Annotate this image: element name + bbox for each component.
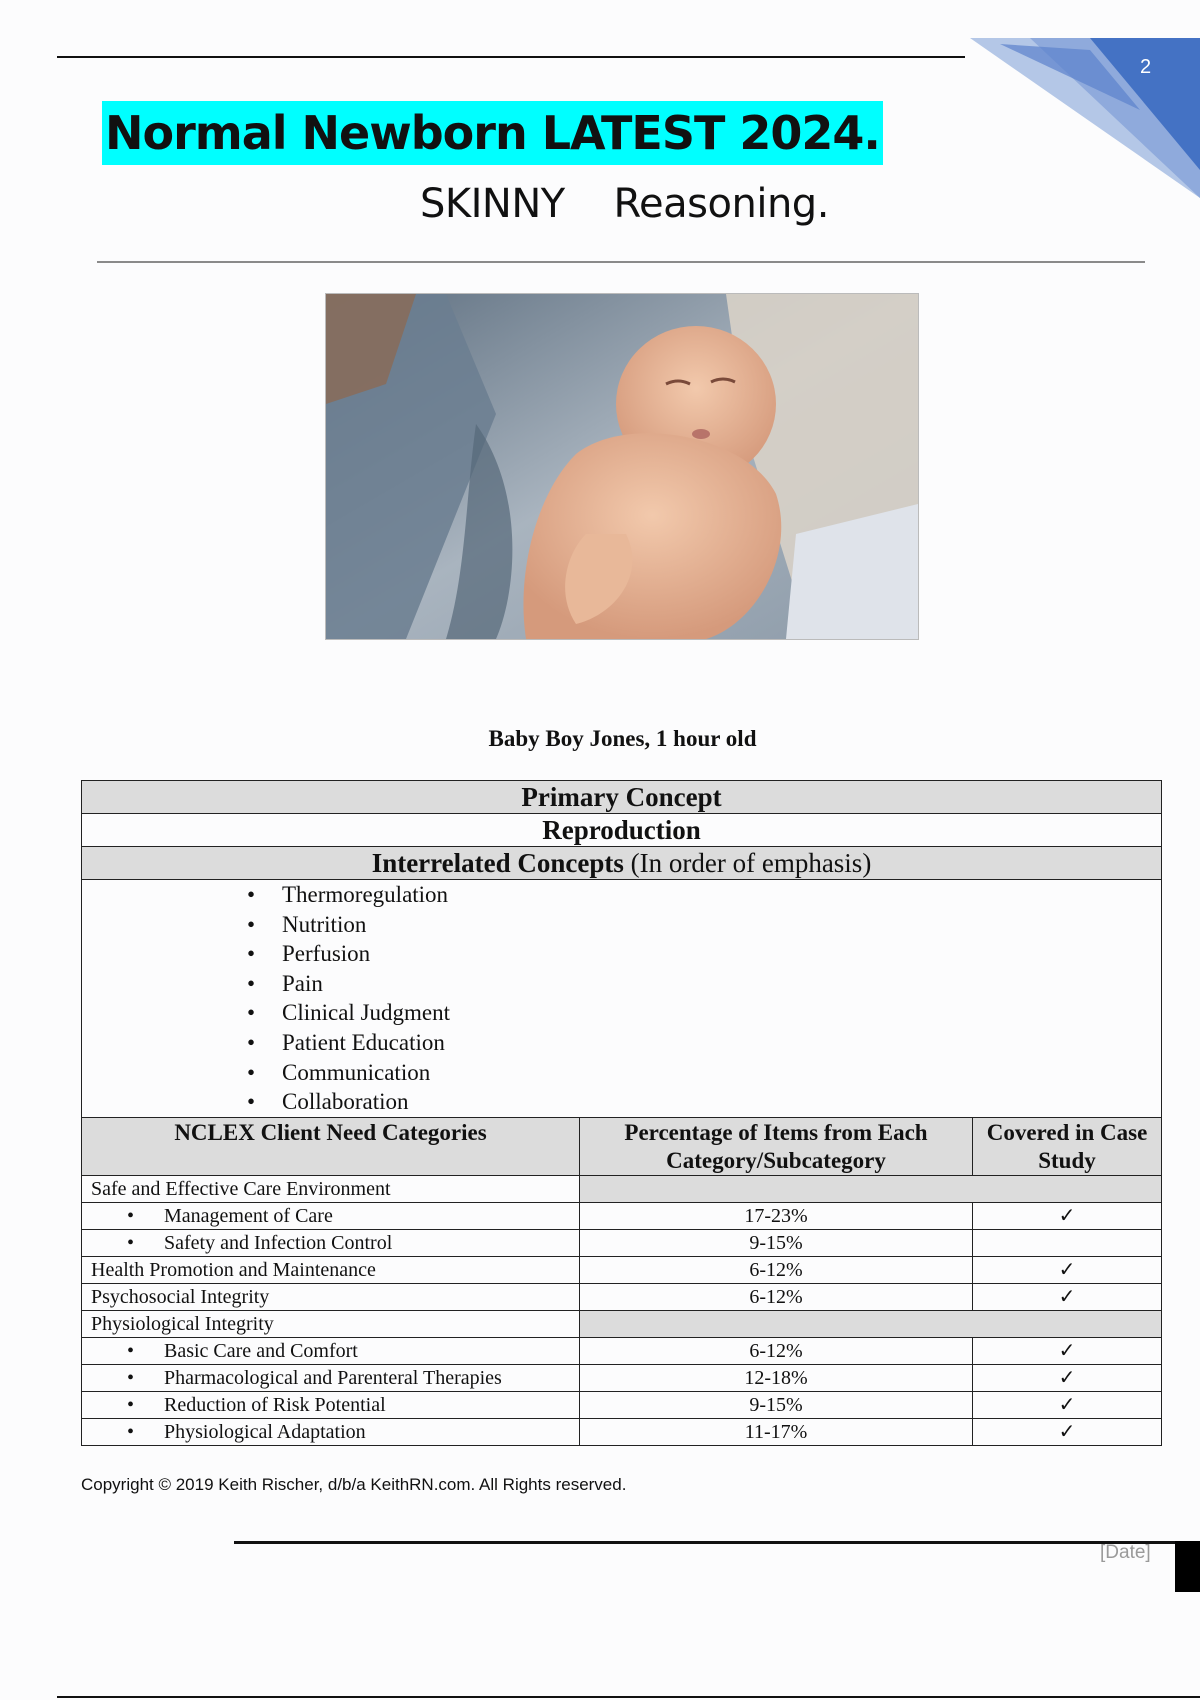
nclex-header-row [82,1117,1162,1175]
interrelated-concepts-label: Interrelated Concepts [371,848,624,878]
bullet: • [127,1204,135,1227]
covered-check: ✓ [973,1337,1162,1364]
copyright-notice: Copyright © 2019 Keith Rischer, d/b/a KeithRN.com. All Rights reserved. [81,1475,627,1494]
table-row [82,1364,1162,1391]
category-cell: Health Promotion and Maintenance [82,1256,580,1283]
subcategory-label: Physiological Adaptation [164,1420,366,1443]
table-row [82,1283,1162,1310]
concept-item: • Nutrition [247,910,1161,940]
column-header-covered: Covered in Case Study [973,1117,1162,1175]
covered-check [973,1229,1162,1256]
concept-item: • Collaboration [247,1087,1161,1117]
table-row [82,1391,1162,1418]
concept-table [81,780,1162,1446]
corner-decoration [940,0,1200,210]
subcategory-label: Management of Care [164,1204,333,1227]
percent-cell: 9-15% [580,1391,973,1418]
covered-check: ✓ [973,1256,1162,1283]
document-title: Normal Newborn LATEST 2024. [102,101,883,165]
photo-caption: Baby Boy Jones, 1 hour old [488,726,757,751]
table-row [82,1310,1162,1337]
subcategory-cell [82,1418,580,1445]
column-header-percentage: Percentage of Items from Each Category/Subcategory [580,1117,973,1175]
table-row [82,1337,1162,1364]
page-number: 2 [1140,56,1152,78]
primary-concept-header-row [82,781,1162,814]
percent-cell: 6-12% [580,1256,973,1283]
percent-cell: 6-12% [580,1283,973,1310]
page-bottom-rule [57,1696,1200,1698]
subcategory-cell [82,1364,580,1391]
percent-cell: 11-17% [580,1418,973,1445]
concept-item: • Thermoregulation [247,880,1161,910]
concept-item: • Communication [247,1058,1161,1088]
subcategory-cell [82,1337,580,1364]
table-row [82,1256,1162,1283]
subcategory-label: Pharmacological and Parenteral Therapies [164,1366,502,1389]
section-shading [580,1310,1162,1337]
bullet: • [127,1393,135,1416]
table-row [82,1418,1162,1445]
primary-concept-label: Primary Concept [82,781,1162,814]
header-rule [57,56,965,58]
bullet: • [127,1339,135,1362]
subcategory-label: Basic Care and Comfort [164,1339,358,1362]
percent-cell: 6-12% [580,1337,973,1364]
subcategory-cell [82,1229,580,1256]
footer-rule [234,1541,1176,1544]
subcategory-cell [82,1202,580,1229]
covered-check: ✓ [973,1283,1162,1310]
footer-block [1175,1541,1200,1592]
bullet: • [127,1366,135,1389]
concept-item: • Pain [247,969,1161,999]
interrelated-concepts-list [247,880,1161,1117]
concept-item: • Clinical Judgment [247,998,1161,1028]
percent-cell: 17-23% [580,1202,973,1229]
newborn-photo [325,293,919,640]
title-divider [97,261,1145,263]
table-row [82,1202,1162,1229]
category-cell: Physiological Integrity [82,1310,580,1337]
covered-check: ✓ [973,1202,1162,1229]
covered-check: ✓ [973,1418,1162,1445]
interrelated-list-row [82,880,1162,1118]
concept-item: • Patient Education [247,1028,1161,1058]
percent-cell: 12-18% [580,1364,973,1391]
category-cell: Safe and Effective Care Environment [82,1175,580,1202]
subcategory-label: Reduction of Risk Potential [164,1393,386,1416]
interrelated-concepts-note: (In order of emphasis) [630,848,872,878]
table-row [82,1175,1162,1202]
primary-concept-value: Reproduction [82,814,1162,847]
column-header-category: NCLEX Client Need Categories [82,1117,580,1175]
percent-cell: 9-15% [580,1229,973,1256]
bullet: • [127,1420,135,1443]
primary-concept-value-row [82,814,1162,847]
document-subtitle: SKINNY Reasoning. [420,181,829,227]
section-shading [580,1175,1162,1202]
subcategory-cell [82,1391,580,1418]
category-cell: Psychosocial Integrity [82,1283,580,1310]
interrelated-concepts-heading [82,847,1162,880]
concept-item: • Perfusion [247,939,1161,969]
subcategory-label: Safety and Infection Control [164,1231,393,1254]
date-field[interactable]: [Date] [1100,1542,1151,1563]
covered-check: ✓ [973,1391,1162,1418]
covered-check: ✓ [973,1364,1162,1391]
bullet: • [127,1231,135,1254]
interrelated-header-row [82,847,1162,880]
table-row [82,1229,1162,1256]
